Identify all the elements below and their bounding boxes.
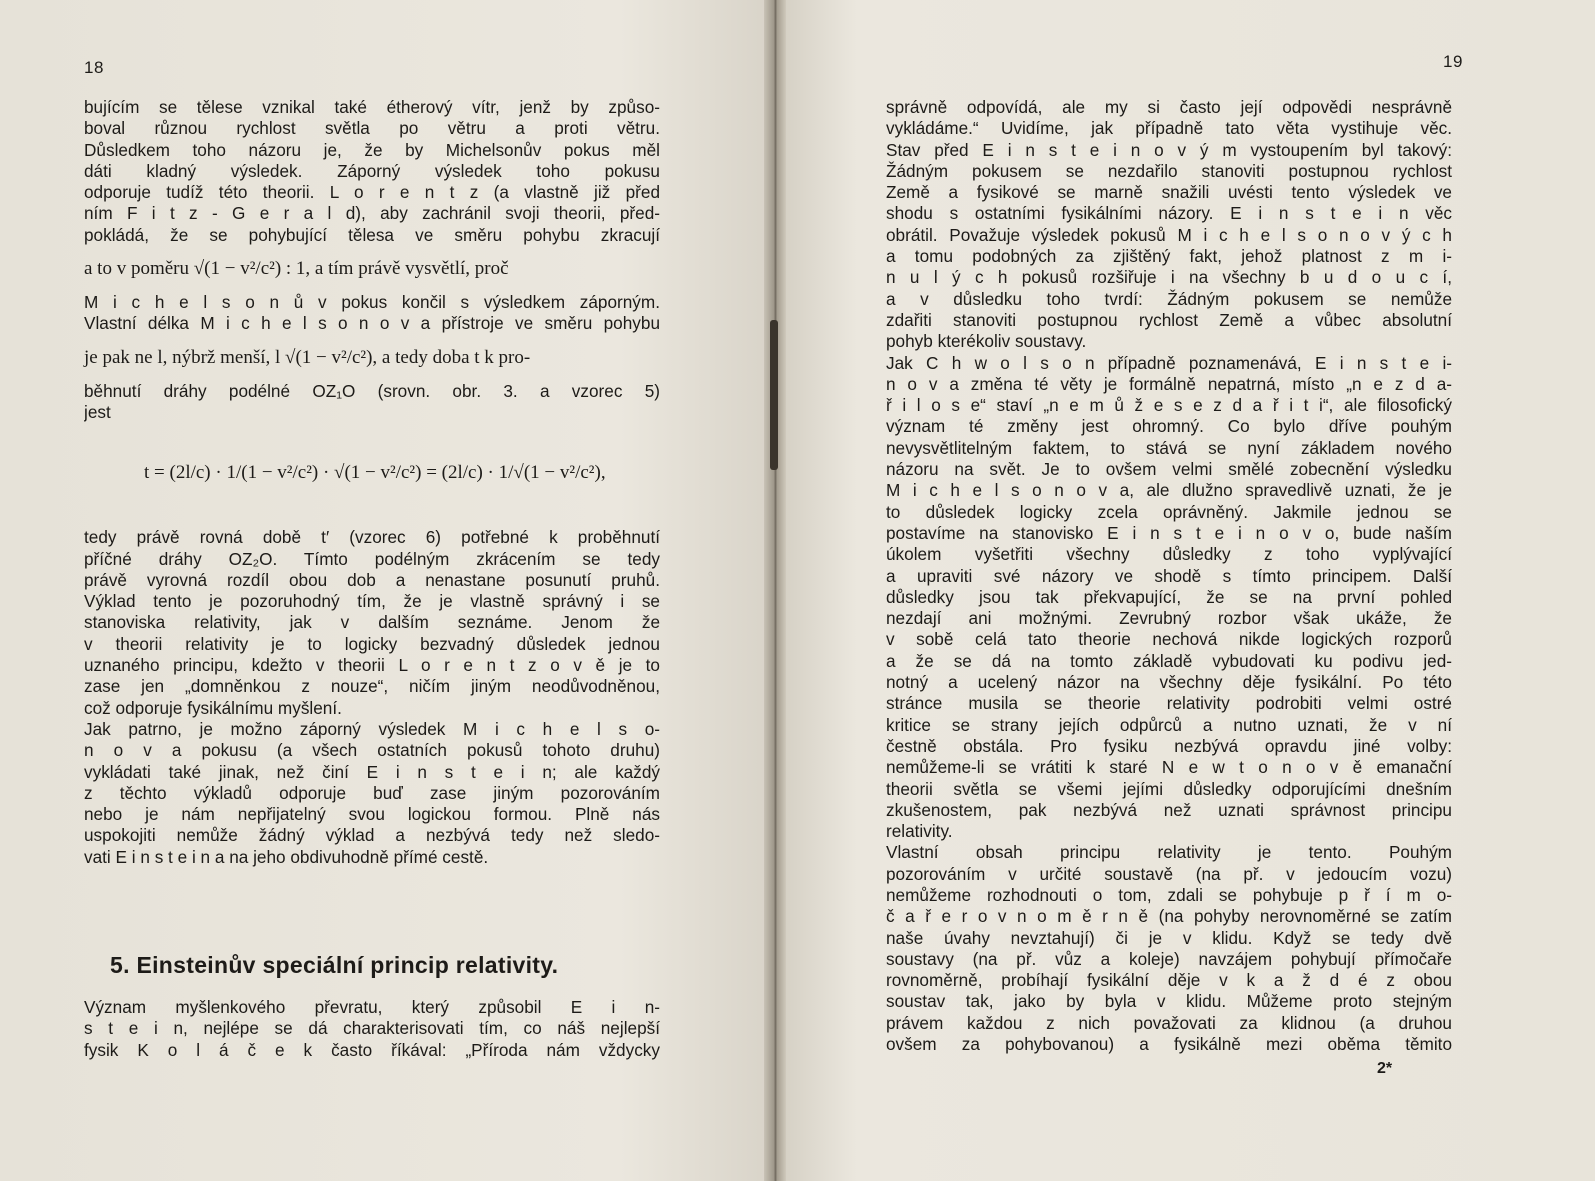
text-line: a upraviti své názory ve shodě s tímto principem. Další — [886, 565, 1452, 586]
signature-mark: 2* — [1377, 1060, 1393, 1077]
right-text-column — [886, 97, 1452, 1055]
text-line: ovšem za pohybovanou) a fysikálně mezi oběma těmito — [886, 1034, 1452, 1055]
text-line: n o v a pokusu (a všech ostatních pokusů tohoto druhu) — [84, 740, 660, 761]
text-line: s t e i n, nejlépe se dá charakterisovati tím, co náš nejlepší — [84, 1018, 660, 1039]
text-line: jest — [84, 401, 111, 422]
text-line: právem každou z nich považovati za klidnou (a druhou — [886, 1012, 1452, 1033]
text-line: čestně obstála. Pro fysiku nezbývá opravdu jiné volby: — [886, 735, 1452, 756]
paragraph-block — [886, 97, 1452, 1055]
text-line: uznaného principu, kdežto v theorii L o r e n t z o v ě je to — [84, 655, 660, 676]
text-line: shodu s ostatními fysikálními názory. E i n s t e i n věc — [886, 203, 1452, 224]
text-line: obrátil. Považuje výsledek pokusů M i c h e l s o n o v ý c h — [886, 224, 1452, 245]
text-line: ř i l o s e“ staví „n e m ů ž e s e z d a ř i t i“, ale filosofický — [886, 395, 1452, 416]
text-line: Země a fysikové se marně snažili uvésti tento výsledek ve — [886, 182, 1452, 203]
paragraph-block — [84, 292, 660, 335]
text-line: pohyb kterékoliv soustavy. — [886, 331, 1087, 352]
paragraph-block — [84, 527, 660, 868]
text-line: theorii světla se všemi jejími důsledky odporujícími dnešním — [886, 778, 1452, 799]
formula-travel-time: t = (2l/c) · 1/(1 − v²/c²) · √(1 − v²/c²) = (2l/c) · 1/√(1 − v²/c²), — [144, 462, 606, 484]
text-line: soustav tak, jako by byla v klidu. Můžeme proto stejným — [886, 991, 1452, 1012]
text-line: názoru na svět. Je to ovšem velmi smělé zobecnění výsledku — [886, 459, 1452, 480]
text-line: nemůžeme-li se vrátiti k staré N e w t o n o v ě emanační — [886, 757, 1452, 778]
text-line: nebo je nám nepřijatelný svou logickou formou. Plně nás — [84, 804, 660, 825]
text-line: úkolem vyšetřiti všechny důsledky z toho vyplývající — [886, 544, 1452, 565]
paragraph-block — [84, 381, 660, 424]
text-line: to důsledek logicky zcela oprávněný. Jakmile jednou se — [886, 501, 1452, 522]
text-line: M i c h e l s o n ů v pokus končil s výsledkem záporným. — [84, 292, 660, 313]
text-line: fysik K o l á č e k často říkával: „Příroda nám vždycky — [84, 1039, 660, 1060]
text-line: Vlastní délka M i c h e l s o n o v a přístroje ve směru pohybu — [84, 313, 660, 334]
text-line: Význam myšlenkového převratu, který způsobil E i n- — [84, 997, 660, 1017]
binding-stitch — [770, 320, 778, 470]
text-line: význam té změny jest ohromný. Co bylo dříve pouhým — [886, 416, 1452, 437]
text-line: příčné dráhy OZ₂O. Tímto podélným zkrácením se tedy — [84, 548, 660, 569]
text-line: bujícím se tělese vznikal také étherový vítr, jenž by způso- — [84, 97, 660, 117]
text-line: naše úvahy nevztahují) či je v klidu. Když se tedy dvě — [886, 927, 1452, 948]
text-line: Výklad tento je pozoruhodný tím, že je vlastně správný i se — [84, 591, 660, 612]
text-line: Jak C h w o l s o n případně poznamenává, E i n s t e i- — [886, 352, 1452, 373]
text-line: kritice se strany jejích odpůrců a nutno uznati, že v ní — [886, 714, 1452, 735]
text-line: soustavy (na př. vůz a koleje) navzájem pohybují přímočaře — [886, 948, 1452, 969]
left-text-column-end — [84, 997, 660, 1061]
text-line: důsledky jsou tak překvapující, že se na první pohled — [886, 586, 1452, 607]
text-line: rovnoměrně, probíhají fysikální děje v k a ž d é z obou — [886, 970, 1452, 991]
text-line: pozorováním v určité soustavě (na př. v jedoucím vozu) — [886, 863, 1452, 884]
text-line: notný a ucelený názor na všechny děje fysikální. Po této — [886, 672, 1452, 693]
text-line: odporuje tudíž této theorii. L o r e n t z (a vlastně již před — [84, 182, 660, 203]
text-line: boval různou rychlost světla po větru a proti větru. — [84, 118, 660, 139]
formula-contraction-ratio: a to v poměru √(1 − v²/c²) : 1, a tím právě vysvětlí, proč — [84, 258, 509, 280]
formula-contracted-length: je pak ne l, nýbrž menší, l √(1 − v²/c²), a tedy doba t k pro- — [84, 346, 531, 368]
text-line: stránce musila se theorie relativity podrobiti velmi ostré — [886, 693, 1452, 714]
text-line: z těchto výkladů odporuje buď zase jiným pozorováním — [84, 782, 660, 803]
text-line: č a ř e r o v n o m ě r n ě (na pohyby nerovnoměrné se zatím — [886, 906, 1452, 927]
book-gutter — [764, 0, 786, 1181]
left-text-column — [84, 97, 660, 868]
text-line: tedy právě rovná době t′ (vzorec 6) potřebné k proběhnutí — [84, 527, 660, 548]
text-line: v theorii relativity je to logicky bezvadný důsledek jednou — [84, 633, 660, 654]
text-line: správně odpovídá, ale my si často její odpovědi nesprávně — [886, 97, 1452, 117]
text-line: ním F i t z - G e r a l d), aby zachránil svoji theorii, před- — [84, 203, 660, 224]
text-line: Žádným pokusem se nezdařilo stanoviti postupnou rychlost — [886, 160, 1452, 181]
text-line: postavíme na stanovisko E i n s t e i n o v o, bude naším — [886, 522, 1452, 543]
text-line: nezdají ani možnými. Zevrubný rozbor však ukáže, že — [886, 608, 1452, 629]
text-line: zdařiti stanoviti postupnou rychlost Země a vůbec absolutní — [886, 309, 1452, 330]
text-line: relativity. — [886, 821, 953, 842]
text-line: pokládá, že se pohybující tělesa ve směru pohybu zkracují — [84, 224, 660, 245]
text-line: Jak patrno, je možno záporný výsledek M i c h e l s o- — [84, 718, 660, 739]
text-line: stanoviska relativity, jak v dalším seznáme. Jenom že — [84, 612, 660, 633]
text-line: a v důsledku toho tvrdí: Žádným pokusem se nemůže — [886, 288, 1452, 309]
text-line: právě vyrovná rozdíl obou dob a nenastane posunutí pruhů. — [84, 569, 660, 590]
text-line: Vlastní obsah principu relativity je tento. Pouhým — [886, 842, 1452, 863]
section-heading: 5. Einsteinův speciální princip relativity. — [110, 952, 559, 978]
text-line: a tomu podobných za zjištěný fakt, jehož platnost z m i- — [886, 246, 1452, 267]
text-line: vykládati také jinak, než činí E i n s t e i n; ale každý — [84, 761, 660, 782]
text-line: n u l ý c h pokusů rozšiřuje i na všechny b u d o u c í, — [886, 267, 1452, 288]
text-line: nevysvětlitelným faktem, to stává se nyní základem nového — [886, 437, 1452, 458]
text-line: dáti kladný výsledek. Záporný výsledek toho pokusu — [84, 160, 660, 181]
text-line: běhnutí dráhy podélné OZ₁O (srovn. obr. 3. a vzorec 5) — [84, 380, 660, 401]
left-page-number: 18 — [84, 58, 104, 77]
text-line: Důsledkem toho názoru je, že by Michelsonův pokus měl — [84, 139, 660, 160]
text-line: zase jen „domněnkou z nouze“, ničím jiným neodůvodněnou, — [84, 676, 660, 697]
text-line: zkušenostem, pak nezbývá než uznati správnost principu — [886, 799, 1452, 820]
text-line: uspokojiti nemůže žádný výklad a nezbývá tedy než sledo- — [84, 825, 660, 846]
text-line: v sobě celá tato theorie nechová nikde logických rozporů — [886, 629, 1452, 650]
text-line: což odporuje fysikálnímu myšlení. — [84, 697, 342, 718]
text-line: Stav před E i n s t e i n o v ý m vystoupením byl takový: — [886, 139, 1452, 160]
right-page-number: 19 — [1443, 52, 1463, 71]
text-line: vati E i n s t e i n a na jeho obdivuhodně přímé cestě. — [84, 846, 489, 867]
text-line: nemůžeme rozhodnouti o tom, zdali se pohybuje p ř í m o- — [886, 884, 1452, 905]
text-line: n o v a změna té věty je formálně nepatrná, místo „n e z d a- — [886, 373, 1452, 394]
text-line: a že se dá na tomto základě vybudovati ku podivu jed- — [886, 650, 1452, 671]
paragraph-block — [84, 997, 660, 1061]
paragraph-block — [84, 97, 660, 246]
text-line: M i c h e l s o n o v a, ale dlužno spravedlivě uznati, že je — [886, 480, 1452, 501]
text-line: vykládáme.“ Uvidíme, jak případně tato věta vystihuje věc. — [886, 118, 1452, 139]
